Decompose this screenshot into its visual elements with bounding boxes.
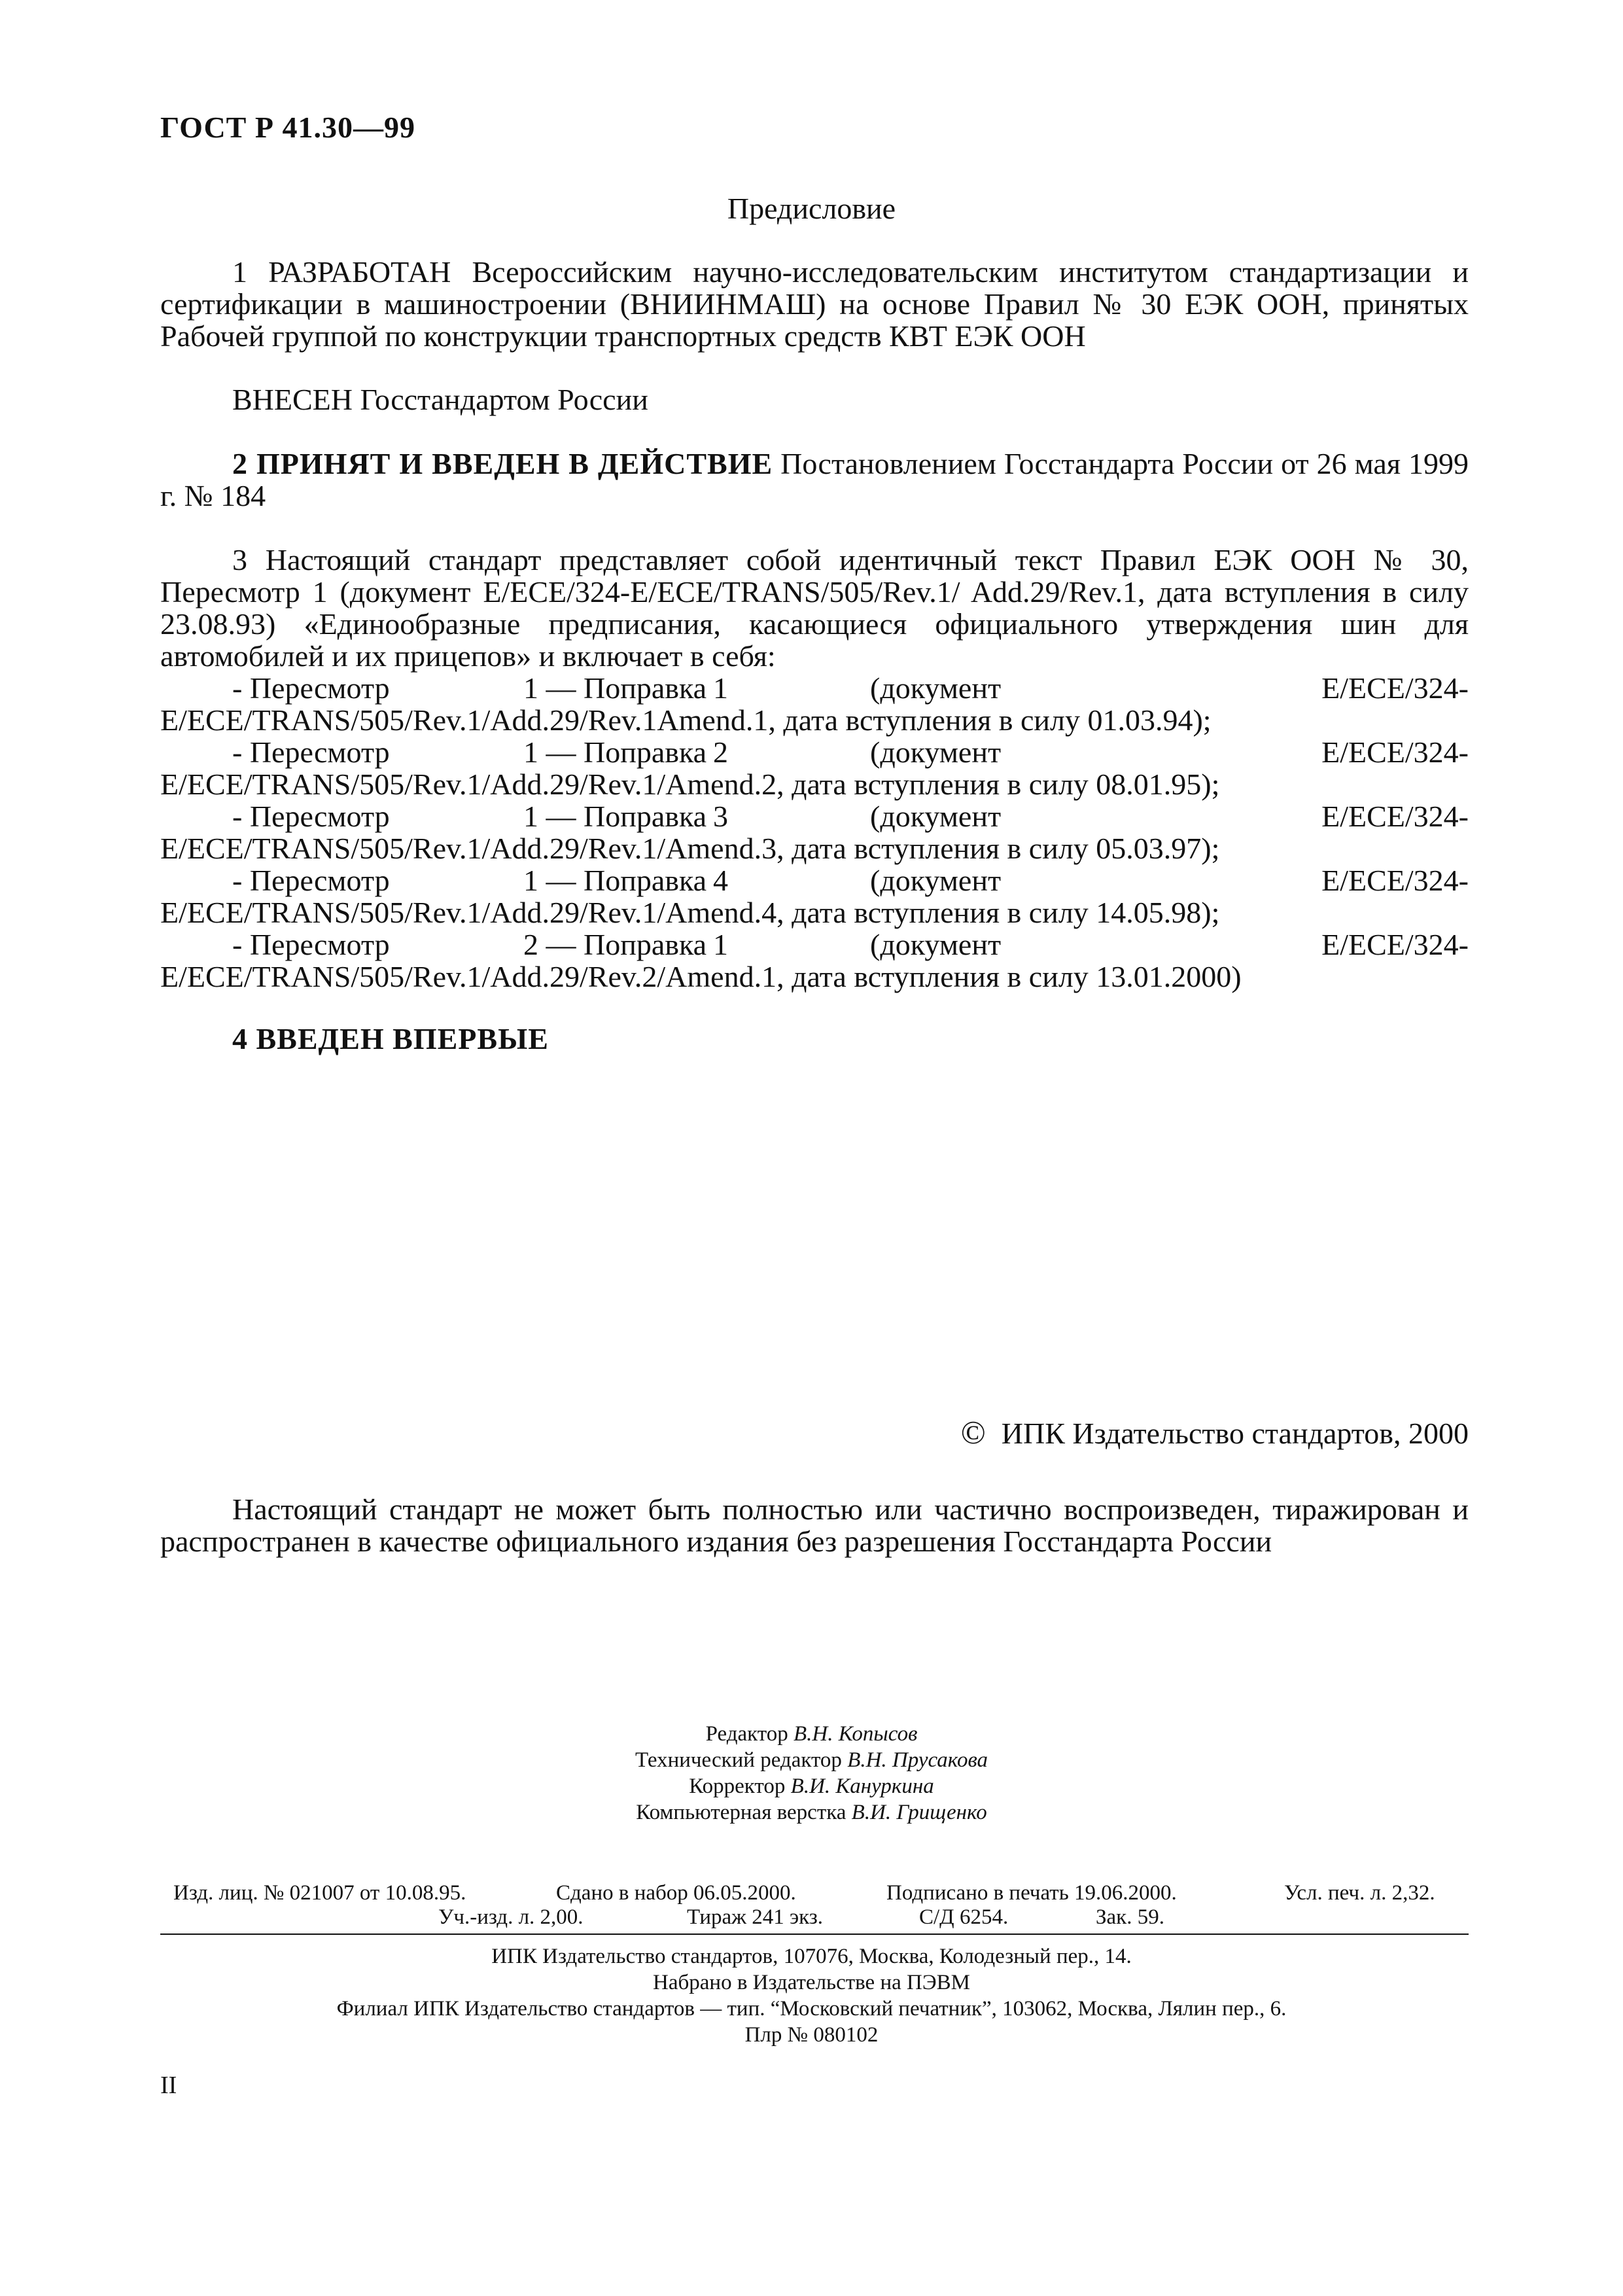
- publication-print-sheets: Усл. печ. л. 2,32.: [1284, 1881, 1435, 1905]
- credit-line: [0, 1747, 1623, 1773]
- credit-role: Технический редактор: [635, 1748, 848, 1772]
- paragraph-introduced-lead: ВНЕСЕН: [232, 383, 353, 416]
- amendment-number: 1: [713, 928, 728, 961]
- amendment-doc-prefix: E/ECE/324-: [1321, 928, 1469, 961]
- paragraph-identical-text-body: 3 Настоящий стандарт представляет собой идентичный текст Правил ЕЭК ООН № 30, Пересмотр 1 (документ E/ECE/324-E/ECE/TRANS/505/Rev.1/ Add.29/Rev.1, дата вступления в силу 23.08.93) «Единообразные предписания, касающиеся официального утверждения шин для автомобилей и их прицепов» и включает в себя:: [160, 543, 1469, 673]
- copyright-line: [961, 1413, 1469, 1451]
- imprint-line: Филиал ИПК Издательство стандартов — тип. “Московский печатник”, 103062, Москва, Лялин пер., 6.: [336, 1997, 1287, 2021]
- amendment-revision: - Пересмотр: [232, 735, 390, 769]
- paragraph-first-introduced-text: 4 ВВЕДЕН ВПЕРВЫЕ: [232, 1022, 549, 1055]
- amendment-number-label: 1 — Поправка: [523, 800, 707, 833]
- amendment-number: 2: [713, 735, 728, 769]
- paragraph-developed-text: Всероссийским научно-исследовательским институтом стандартизации и сертификации в машиностроении (ВНИИНМАШ) на основе Правил № 30 ЕЭК ООН, принятых Рабочей группой по конструкции транспортных средств КВТ ЕЭК ООН: [160, 255, 1469, 353]
- amendment-number-label: 1 — Поправка: [523, 735, 707, 769]
- imprint-line: Плр № 080102: [744, 2023, 879, 2047]
- amendment-number: 3: [713, 800, 728, 833]
- amendment-number: 4: [713, 864, 728, 897]
- credit-name: В.И. Кануркина: [790, 1775, 934, 1798]
- amendment-doc-prefix: E/ECE/324-: [1321, 735, 1469, 769]
- amendments-list: [160, 672, 1469, 993]
- amendment-number-label: 1 — Поправка: [523, 671, 707, 705]
- publication-sd: С/Д 6254.: [919, 1905, 1009, 1929]
- paragraph-developed-lead: 1 РАЗРАБОТАН: [232, 255, 451, 289]
- amendment-number-label: 2 — Поправка: [523, 928, 707, 961]
- amendment-doc-prefix: E/ECE/324-: [1321, 671, 1469, 705]
- amendment-number-label: 1 — Поправка: [523, 864, 707, 897]
- amendment-doc-continuation: E/ECE/TRANS/505/Rev.1/Add.29/Rev.1/Amend.4, дата вступления в силу 14.05.98);: [160, 896, 1220, 929]
- amendment-item: [160, 800, 1469, 864]
- amendment-doc-label: (документ: [870, 928, 1002, 961]
- page-number: II: [160, 2072, 177, 2099]
- publication-order: Зак. 59.: [1096, 1905, 1164, 1929]
- amendment-doc-continuation: E/ECE/TRANS/505/Rev.1/Add.29/Rev.1Amend.1, дата вступления в силу 01.03.94);: [160, 703, 1212, 737]
- credit-line: [0, 1799, 1623, 1826]
- amendment-doc-continuation: E/ECE/TRANS/505/Rev.1/Add.29/Rev.1/Amend.2, дата вступления в силу 08.01.95);: [160, 768, 1220, 801]
- credit-name: В.Н. Копысов: [794, 1722, 918, 1746]
- amendment-doc-prefix: E/ECE/324-: [1321, 864, 1469, 897]
- credit-line: [0, 1721, 1623, 1747]
- publication-submitted: Сдано в набор 06.05.2000.: [556, 1881, 796, 1905]
- paragraph-adopted-text: Постановлением Госстандарта России от 26 мая 1999 г. № 184: [160, 447, 1469, 512]
- amendment-doc-label: (документ: [870, 671, 1002, 705]
- copyright-text: ИПК Издательство стандартов, 2000: [1001, 1417, 1469, 1450]
- paragraph-adopted-lead: 2 ПРИНЯТ И ВВЕДЕН В ДЕЙСТВИЕ: [232, 447, 773, 480]
- amendment-revision: - Пересмотр: [232, 800, 390, 833]
- amendment-revision: - Пересмотр: [232, 928, 390, 961]
- amendment-revision: - Пересмотр: [232, 671, 390, 705]
- amendment-doc-prefix: E/ECE/324-: [1321, 800, 1469, 833]
- paragraph-first-introduced: [160, 1023, 1469, 1055]
- imprint-line: ИПК Издательство стандартов, 107076, Москва, Колодезный пер., 14.: [491, 1945, 1132, 1968]
- publication-signed: Подписано в печать 19.06.2000.: [886, 1881, 1177, 1905]
- imprint-block: [0, 1943, 1623, 2048]
- credit-role: Корректор: [689, 1775, 791, 1798]
- amendment-item: [160, 928, 1469, 993]
- amendment-revision: - Пересмотр: [232, 864, 390, 897]
- credit-name: В.И. Грищенко: [851, 1801, 987, 1824]
- amendment-item: [160, 736, 1469, 800]
- amendment-doc-continuation: E/ECE/TRANS/505/Rev.1/Add.29/Rev.2/Amend.1, дата вступления в силу 13.01.2000): [160, 960, 1242, 993]
- amendment-item: [160, 864, 1469, 928]
- page-title: Предисловие: [727, 192, 896, 225]
- amendment-number: 1: [713, 671, 728, 705]
- paragraph-identical-text: [160, 544, 1469, 672]
- copyright-symbol: ©: [960, 1414, 986, 1451]
- reproduction-notice-text: Настоящий стандарт не может быть полностью или частично воспроизведен, тиражирован и распространен в качестве официального издания без разрешения Госстандарта России: [160, 1492, 1469, 1558]
- paragraph-adopted: [160, 448, 1469, 512]
- credit-role: Компьютерная верстка: [636, 1801, 852, 1824]
- credit-line: [0, 1773, 1623, 1799]
- publication-circulation: Тираж 241 экз.: [687, 1905, 823, 1929]
- paragraph-introduced-text: Госстандартом России: [353, 383, 648, 416]
- amendment-doc-label: (документ: [870, 800, 1002, 833]
- amendment-doc-label: (документ: [870, 864, 1002, 897]
- reproduction-notice: [160, 1493, 1469, 1557]
- amendment-item: [160, 672, 1469, 736]
- credits-block: [0, 1721, 1623, 1826]
- credit-role: Редактор: [705, 1722, 794, 1746]
- paragraph-introduced: [160, 383, 1469, 415]
- divider-rule: [160, 1934, 1469, 1935]
- amendment-doc-label: (документ: [870, 735, 1002, 769]
- amendment-doc-continuation: E/ECE/TRANS/505/Rev.1/Add.29/Rev.1/Amend.3, дата вступления в силу 05.03.97);: [160, 832, 1220, 865]
- publication-license: Изд. лиц. № 021007 от 10.08.95.: [173, 1881, 466, 1905]
- paragraph-developed: [160, 256, 1469, 352]
- publication-pub-sheets: Уч.-изд. л. 2,00.: [438, 1905, 584, 1929]
- credit-name: В.Н. Прусакова: [847, 1748, 988, 1772]
- document-header: ГОСТ Р 41.30—99: [160, 111, 415, 144]
- imprint-line: Набрано в Издательстве на ПЭВМ: [653, 1971, 970, 1994]
